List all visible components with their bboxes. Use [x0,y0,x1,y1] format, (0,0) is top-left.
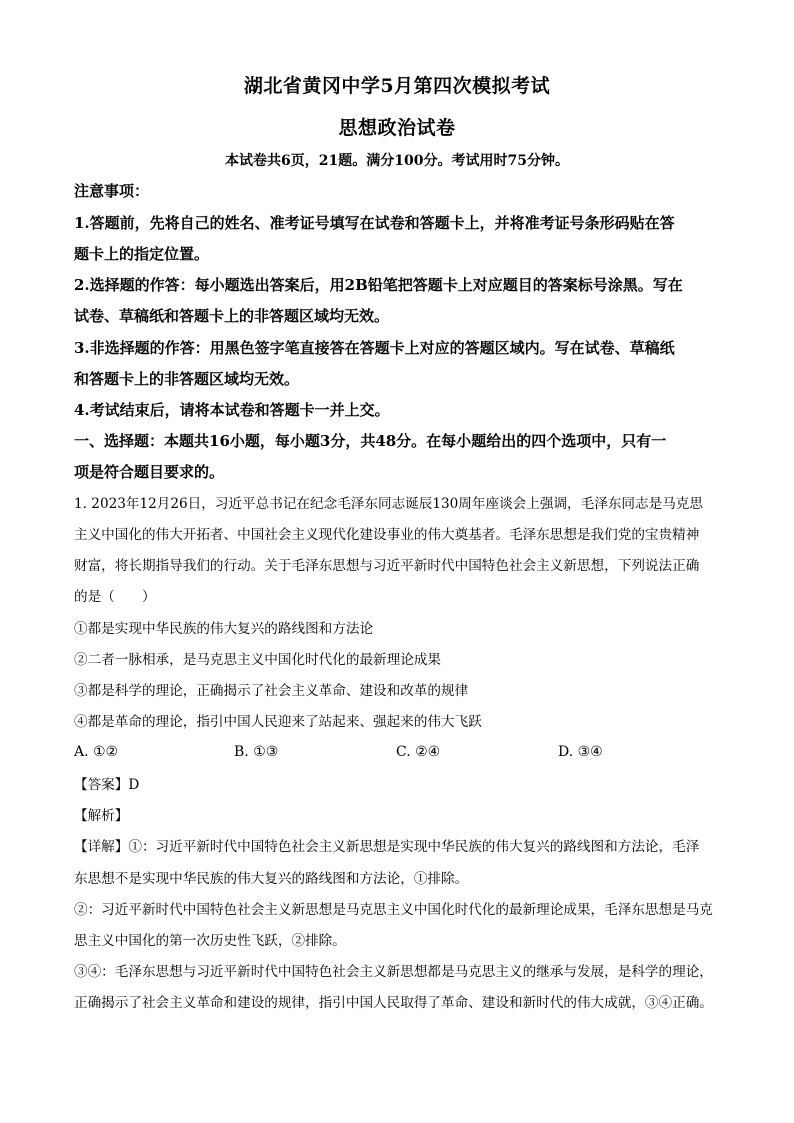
statement: ④都是革命的理论，指引中国人民迎来了站起来、强起来的伟大飞跃 [74,714,482,730]
section-heading: 项是符合题目要求的。 [74,463,225,481]
answer: 【答案】D [74,777,140,793]
notice-line: 3.非选择题的作答：用黑色签字笔直接答在答题卡上对应的答题区域内。写在试卷、草稿纸 [74,339,675,357]
option-b: B. ①③ [234,744,279,760]
exam-info: 本试卷共6页，21题。满分100分。考试用时75分钟。 [225,153,569,169]
notice-heading: 注意事项： [74,182,150,200]
exam-title: 湖北省黄冈中学5月第四次模拟考试 [243,75,551,97]
detail-line: ②：习近平新时代中国特色社会主义新思想是马克思主义中国化时代化的最新理论成果，毛泽东思想是马克 [74,902,713,918]
detail-line: 【详解】①：习近平新时代中国特色社会主义新思想是实现中华民族的伟大复兴的路线图和方法论，毛泽 [74,839,700,855]
detail-line: ③④：毛泽东思想与习近平新时代中国特色社会主义新思想都是马克思主义的继承与发展，是科学的理论， [74,964,713,980]
statement: ③都是科学的理论，正确揭示了社会主义革命、建设和改革的规律 [74,683,469,699]
question-stem: 的是（ ） [74,589,156,605]
notice-line: 试卷、草稿纸和答题卡上的非答题区域均无效。 [74,307,390,325]
detail-line: 思主义中国化的第一次历史性飞跃，②排除。 [74,933,346,949]
option-a: A. ①② [74,744,119,760]
question-stem: 财富，将长期指导我们的行动。关于毛泽东思想与习近平新时代中国特色社会主义新思想，下列说法正确 [74,558,700,574]
notice-line: 和答题卡上的非答题区域均无效。 [74,370,300,388]
exam-subtitle: 思想政治试卷 [338,117,456,139]
detail-line: 正确揭示了社会主义革命和建设的规律，指引中国人民取得了革命、建设和新时代的伟大成就，③④正确。 [74,995,713,1011]
notice-line: 4.考试结束后，请将本试卷和答题卡一并上交。 [74,401,390,419]
question-stem: 1. 2023年12月26日，习近平总书记在纪念毛泽东同志诞辰130周年座谈会上强调，毛泽东同志是马克思 [74,496,703,512]
option-c: C. ②④ [396,744,441,760]
statement: ②二者一脉相承，是马克思主义中国化时代化的最新理论成果 [74,652,442,668]
statement: ①都是实现中华民族的伟大复兴的路线图和方法论 [74,621,374,637]
notice-line: 2.选择题的作答：每小题选出答案后，用2B铅笔把答题卡上对应题目的答案标号涂黑。写在 [74,276,683,294]
section-heading: 一、选择题：本题共16小题，每小题3分，共48分。在每小题给出的四个选项中，只有一 [74,432,667,450]
notice-line: 题卡上的指定位置。 [74,245,210,263]
analysis-label: 【解析】 [74,808,129,824]
detail-line: 东思想不是实现中华民族的伟大复兴的路线图和方法论，①排除。 [74,871,469,887]
notice-line: 1.答题前，先将自己的姓名、准考证号填写在试卷和答题卡上，并将准考证号条形码贴在答 [74,214,675,232]
question-stem: 主义中国化的伟大开拓者、中国社会主义现代化建设事业的伟大奠基者。毛泽东思想是我们党的宝贵精神 [74,527,700,543]
option-d: D. ③④ [558,744,603,760]
